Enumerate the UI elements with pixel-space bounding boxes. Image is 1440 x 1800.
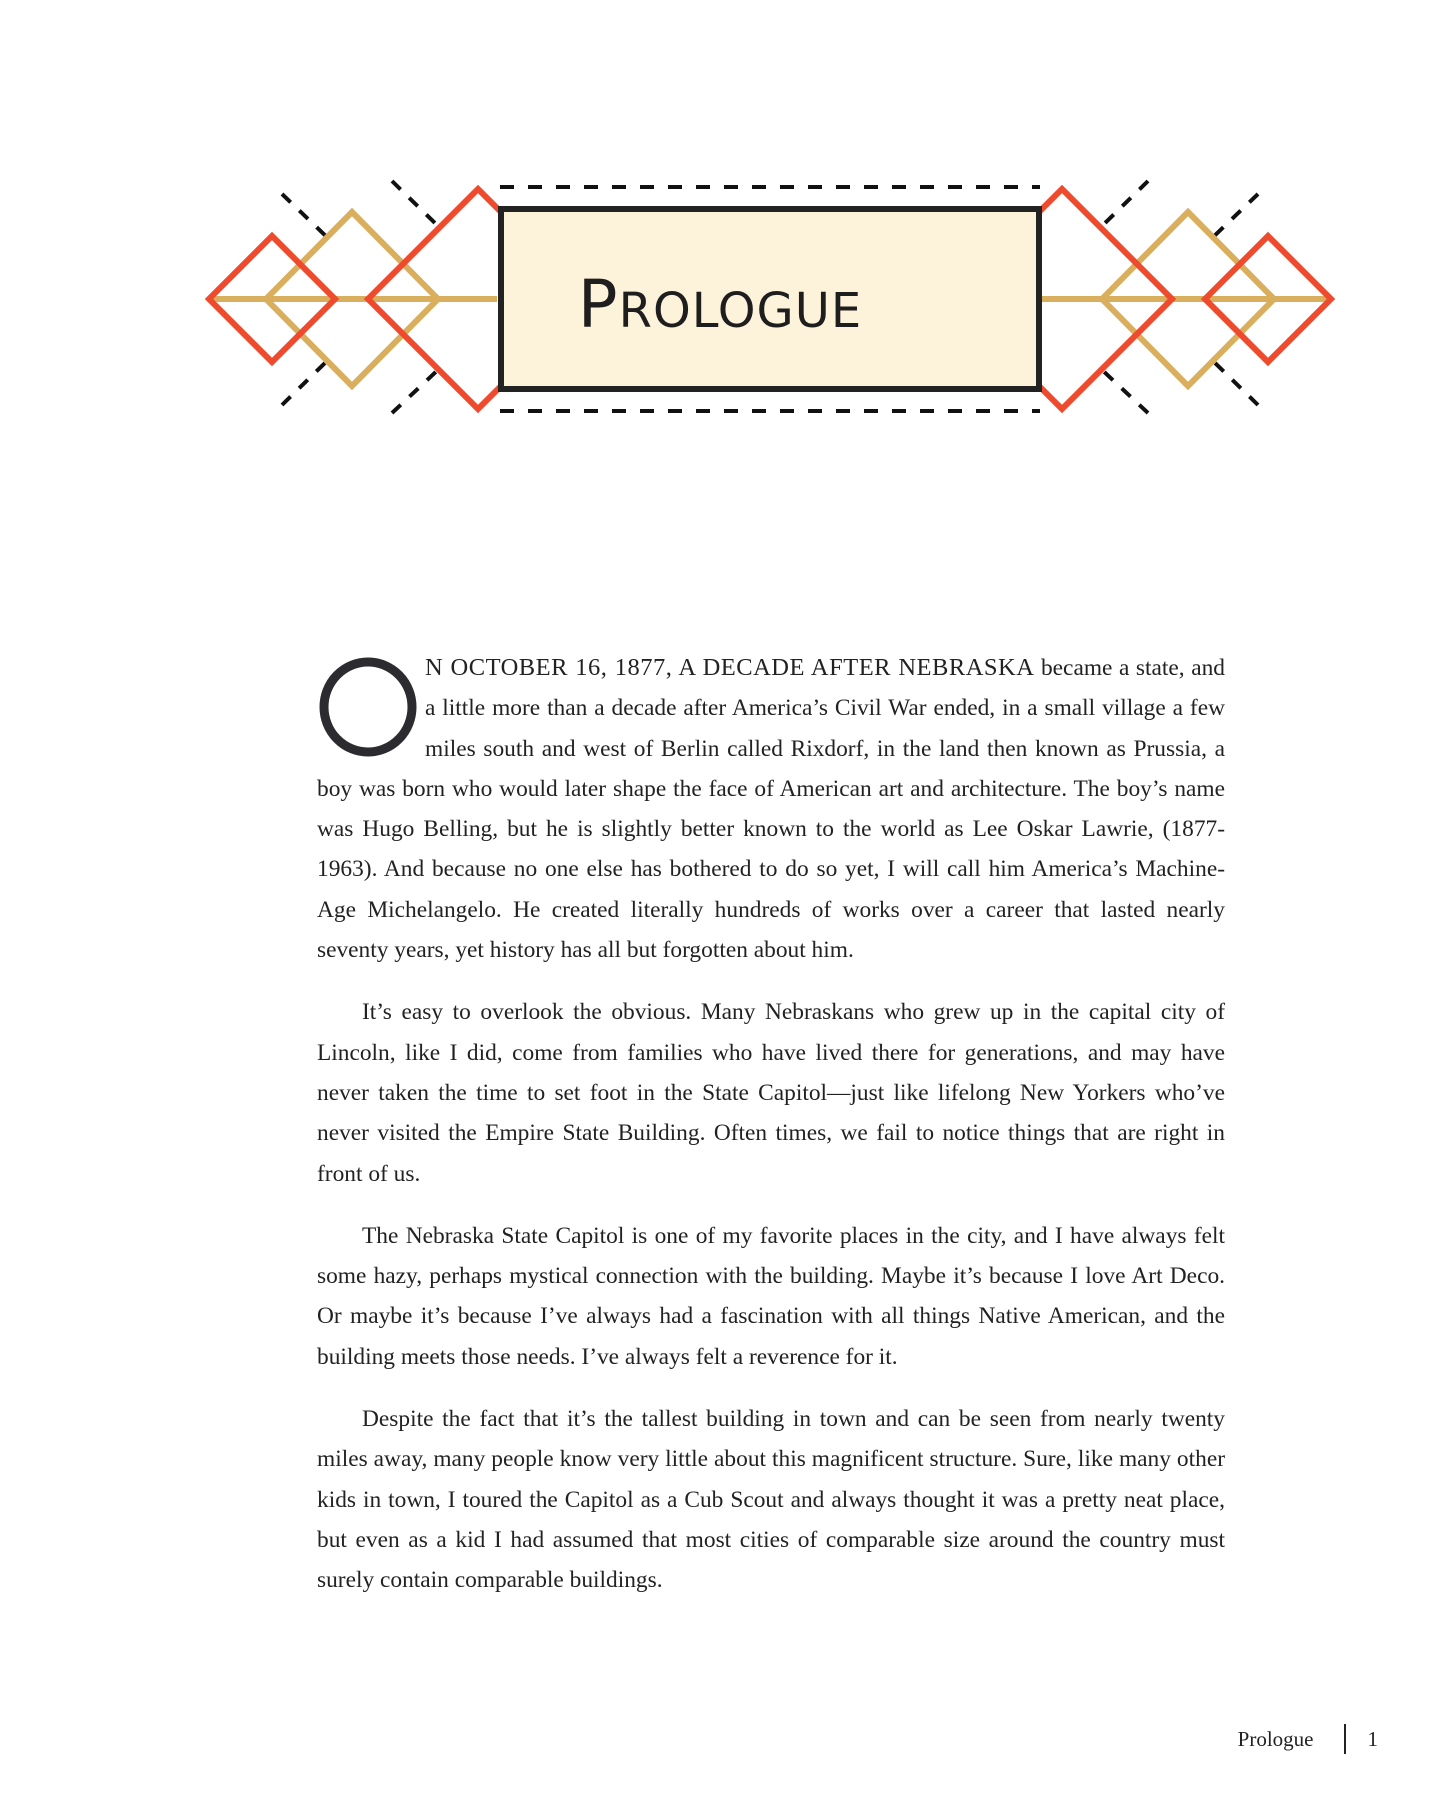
page-footer: [1238, 1722, 1378, 1756]
paragraph-4: Despite the fact that it’s the tallest building in town and can be seen from nearly twenty miles away, many people know very little about this magnificent structure. Sure, like many other kids in town, I toured the Capitol as a Cub Scout and always thought it was a pretty neat place, but even as a kid I had assumed that most cities of comparable size around the country must surely contain comparable buildings.: [317, 1406, 1225, 1594]
paragraph-1: [317, 648, 1225, 970]
paragraph-3: The Nebraska State Capitol is one of my favorite places in the city, and I have always felt some hazy, perhaps mystical connection with the building. Maybe it’s because I love Art Deco. Or maybe it’s because I’ve always had a fascination with all things Native American, and the building meets those needs. I’ve always felt a reverence for it.: [317, 1222, 1225, 1370]
lead-in-caps: N OCTOBER 16, 1877, A DECADE AFTER NEBRASKA: [425, 654, 1035, 681]
dropcap-o: [317, 656, 419, 758]
header-ornament: [0, 0, 1440, 480]
paragraph-1-text: became a state, and a little more than a decade after America’s Civil War ended, in a small village a few miles south and west of Berlin called Rixdorf, in the land then known as Prussia, a boy was born who would later shape the face of American art and architecture. The boy’s name was Hugo Belling, but he is slightly better known to the world as Lee Oskar Lawrie, (1877-1963). And because no one else has bothered to do so yet, I will call him America’s Machine-Age Michelangelo. He created literally hundreds of works over a career that lasted nearly seventy years, yet history has all but forgotten about him.: [317, 655, 1225, 964]
footer-divider: [1344, 1724, 1346, 1754]
paragraph-2: It’s easy to overlook the obvious. Many Nebraskans who grew up in the capital city of Lincoln, like I did, come from families who have lived there for generations, and may have never taken the time to set foot in the State Capitol—just like lifelong New Yorkers who’ve never visited the Empire State Building. Often times, we fail to notice things that are right in front of us.: [317, 999, 1225, 1187]
footer-section-title: Prologue: [1237, 1726, 1314, 1751]
page-title: [0, 255, 1440, 355]
page-number: 1: [1367, 1726, 1378, 1751]
body-text: [317, 648, 1225, 1623]
title-initial: P: [577, 266, 619, 343]
title-rest: ROLOGUE: [618, 283, 863, 339]
